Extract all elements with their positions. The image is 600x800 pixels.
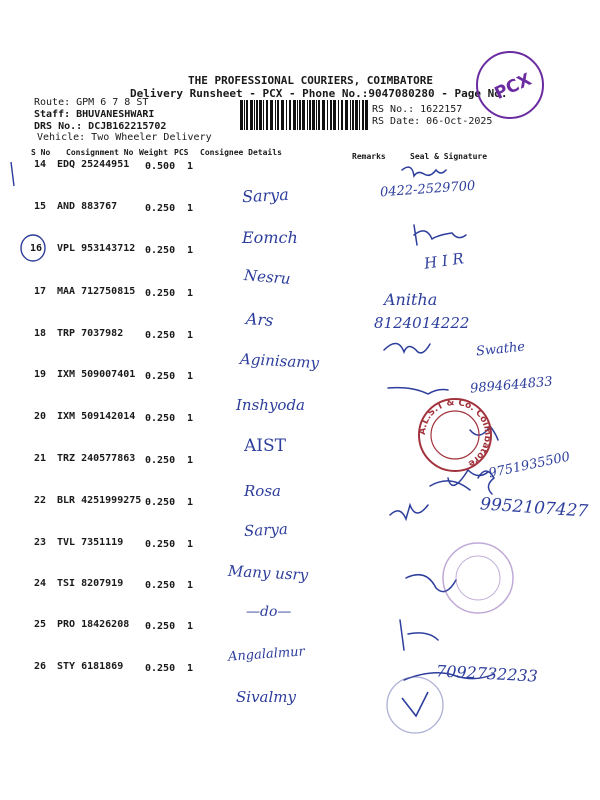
barcode-bar	[266, 100, 268, 130]
row-consignment: AND 883767	[57, 201, 118, 212]
row-weight: 0.250	[145, 245, 176, 256]
barcode-bar	[316, 100, 317, 130]
signature-handwriting: H I R	[422, 249, 465, 273]
row-16-circle-mark	[18, 232, 48, 264]
row-sno: 20	[34, 411, 47, 422]
row-pcs: 1	[187, 621, 194, 632]
row-sno: 22	[34, 495, 47, 506]
row-sno: 16	[30, 243, 43, 254]
barcode-bar	[345, 100, 348, 130]
row-sno: 21	[34, 453, 47, 464]
row-weight: 0.250	[145, 371, 176, 382]
col-seal: Seal & Signature	[410, 152, 488, 161]
vehicle-line: Vehicle: Two Wheeler Delivery	[37, 132, 212, 143]
consignee-handwriting: Sivalmy	[236, 688, 296, 706]
row-weight: 0.250	[145, 413, 176, 424]
row-weight: 0.250	[145, 497, 176, 508]
barcode-bar	[270, 100, 273, 130]
col-consignment: Consignment No	[66, 148, 134, 157]
col-weight: Weight	[139, 148, 168, 157]
row-weight: 0.250	[145, 330, 176, 341]
rs-date: RS Date: 06-Oct-2025	[372, 116, 493, 127]
runsheet-title: Delivery Runsheet - PCX - Phone No.:9047080280 - Page No.	[130, 87, 508, 100]
barcode-bar	[256, 100, 258, 130]
consignee-handwriting: Rosa	[244, 482, 281, 500]
barcode-bar	[362, 100, 364, 130]
row-consignment: EDQ 25244951	[57, 159, 130, 170]
row-consignment: TRZ 240577863	[57, 453, 136, 464]
consignee-handwriting: —do—	[246, 604, 292, 620]
consignee-handwriting: Eomch	[242, 228, 298, 247]
seal-text: A.L.S.T & Co. Coimbatore	[417, 397, 493, 469]
row-pcs: 1	[187, 203, 194, 214]
barcode-bar	[240, 100, 243, 130]
row-pcs: 1	[187, 371, 194, 382]
pcx-stamp-text: PCX	[491, 69, 535, 104]
row-sno: 17	[34, 286, 47, 297]
signature-handwriting: 7092732233	[435, 661, 539, 686]
staff-line: Staff: BHUVANESHWARI	[34, 109, 155, 120]
route-line: Route: GPM 6 7 8 ST	[34, 97, 149, 108]
barcode-bar	[277, 100, 279, 130]
barcode-bar	[359, 100, 360, 130]
signature-handwriting: 9751935500	[487, 449, 572, 482]
drs-line: DRS No.: DCJB162215702	[34, 121, 167, 132]
barcode-bar	[322, 100, 325, 130]
barcode-bar	[309, 100, 311, 130]
row-weight: 0.250	[145, 288, 176, 299]
col-pcs: PCS	[174, 148, 189, 157]
row-consignment: PRO 18426208	[57, 619, 130, 630]
barcode-bar	[299, 100, 301, 130]
signature-handwriting: 8124014222	[374, 314, 470, 332]
barcode	[240, 100, 368, 130]
row-consignment: TVL 7351119	[57, 537, 124, 548]
barcode-bar	[281, 100, 284, 130]
row-pcs: 1	[187, 580, 194, 591]
consignee-handwriting: AIST	[244, 436, 286, 456]
row-consignment: STY 6181869	[57, 661, 124, 672]
row-consignment: BLR 4251999275	[57, 495, 142, 506]
row-weight: 0.250	[145, 621, 176, 632]
barcode-bar	[312, 100, 315, 130]
barcode-bar	[352, 100, 354, 130]
row-sno: 23	[34, 537, 47, 548]
company-seal	[415, 395, 495, 475]
row-consignment: TSI 8207919	[57, 578, 124, 589]
signature-handwriting: Anitha	[384, 290, 438, 309]
consignee-handwriting: Angalalmur	[227, 644, 306, 665]
barcode-bar	[293, 100, 296, 130]
consignee-handwriting: Ars	[245, 309, 275, 330]
row-consignment: MAA 712750815	[57, 286, 136, 297]
barcode-bar	[286, 100, 287, 130]
barcode-bar	[307, 100, 308, 130]
signature-handwriting: 0422-2529700	[379, 178, 476, 201]
barcode-bar	[350, 100, 351, 130]
faded-stamp	[438, 538, 518, 618]
barcode-bar	[246, 100, 248, 130]
row-sno: 26	[34, 661, 47, 672]
row-weight: 0.250	[145, 539, 176, 550]
barcode-bar	[333, 100, 336, 130]
row-weight: 0.500	[145, 161, 176, 172]
barcode-bar	[250, 100, 253, 130]
row-pcs: 1	[187, 413, 194, 424]
barcode-bar	[365, 100, 368, 130]
margin-mark	[8, 160, 18, 190]
signature-handwriting: 9952107427	[479, 494, 589, 522]
row-sno: 19	[34, 369, 47, 380]
barcode-bar	[302, 100, 305, 130]
row-pcs: 1	[187, 663, 194, 674]
row-pcs: 1	[187, 161, 194, 172]
col-remarks: Remarks	[352, 152, 386, 161]
row-weight: 0.250	[145, 203, 176, 214]
pcx-stamp	[470, 45, 550, 125]
consignee-handwriting: Aginisamy	[239, 349, 320, 373]
company-name: THE PROFESSIONAL COURIERS, COIMBATORE	[188, 74, 434, 87]
consignee-handwriting: Nesru	[243, 266, 292, 288]
barcode-bar	[318, 100, 320, 130]
barcode-bar	[338, 100, 339, 130]
barcode-bar	[263, 100, 264, 130]
col-consignee: Consignee Details	[200, 148, 282, 157]
barcode-bar	[297, 100, 298, 130]
col-sno: S No	[31, 148, 51, 157]
row-pcs: 1	[187, 245, 194, 256]
barcode-bar	[341, 100, 343, 130]
row-pcs: 1	[187, 288, 194, 299]
consignee-handwriting: Many usry	[227, 561, 309, 585]
row-weight: 0.250	[145, 455, 176, 466]
row-sno: 15	[34, 201, 47, 212]
row-consignment: VPL 953143712	[57, 243, 136, 254]
signature-handwriting: Swathe	[475, 339, 526, 360]
row-consignment: IXM 509007401	[57, 369, 136, 380]
row-consignment: TRP 7037982	[57, 328, 124, 339]
row-pcs: 1	[187, 455, 194, 466]
barcode-bar	[330, 100, 332, 130]
row-weight: 0.250	[145, 663, 176, 674]
barcode-bar	[355, 100, 358, 130]
row-sno: 18	[34, 328, 47, 339]
barcode-bar	[289, 100, 291, 130]
row-sno: 14	[34, 159, 47, 170]
barcode-bar	[254, 100, 255, 130]
svg-text:A.L.S.T & Co. Coimbatore	[418, 398, 492, 469]
signature-handwriting: 9894644833	[469, 374, 554, 397]
row-sno: 24	[34, 578, 47, 589]
consignee-handwriting: Sarya	[241, 184, 290, 207]
barcode-bar	[275, 100, 276, 130]
row-pcs: 1	[187, 497, 194, 508]
barcode-bar	[259, 100, 262, 130]
row-pcs: 1	[187, 539, 194, 550]
row-consignment: IXM 509142014	[57, 411, 136, 422]
row-sno: 25	[34, 619, 47, 630]
consignee-handwriting: Sarya	[243, 519, 289, 541]
bottom-stamp	[380, 670, 450, 740]
row-pcs: 1	[187, 330, 194, 341]
barcode-bar	[244, 100, 245, 130]
rs-number: RS No.: 1622157	[372, 104, 463, 115]
row-weight: 0.250	[145, 580, 176, 591]
consignee-handwriting: Inshyoda	[236, 396, 305, 414]
barcode-bar	[327, 100, 328, 130]
